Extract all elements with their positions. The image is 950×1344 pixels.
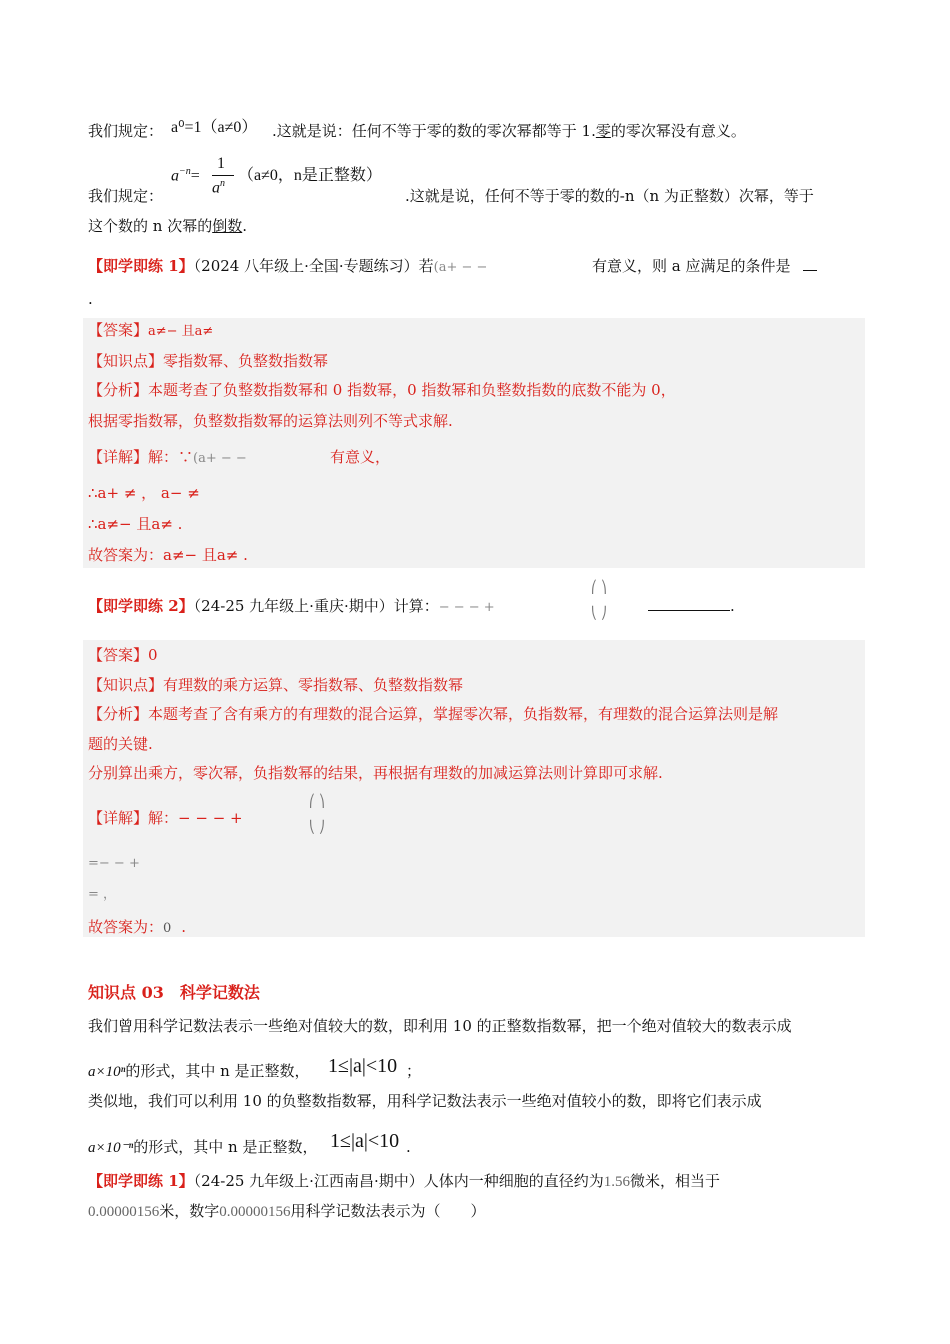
ex1-detail1: 解：∵ — [148, 448, 194, 466]
rule2-line2-text: 这个数的 n 次幂的 — [88, 217, 213, 235]
ex2-paren-bottom: ⎝ ⎠ — [591, 606, 607, 620]
rule2-base: a — [171, 167, 179, 185]
ex1-kp-label: 【知识点】 — [88, 352, 164, 370]
ex2-paren-top: ⎛ ⎞ — [591, 580, 607, 594]
ex1-kp: 零指数幂、负整数指数幂 — [163, 352, 329, 370]
ex2-analysis-line3: 分别算出乘方，零次幂，负指数幂的结果，再根据有理数的加减运算法则计算即可求解. — [88, 764, 663, 782]
ex1-analysis-line1 — [88, 381, 676, 399]
rule2-condition: （a≠0，n是正整数） — [238, 167, 382, 184]
rule2-prefix: 我们规定： — [88, 187, 164, 205]
ex2-detail-paren-bottom: ⎝ ⎠ — [309, 820, 325, 834]
ex1-question — [88, 257, 487, 276]
ex2-final-prefix: 故答案为： — [88, 918, 164, 936]
ex2-final-dot: . — [181, 918, 187, 936]
ex2-final-value: 0 — [163, 921, 172, 936]
ex1-tag: 【即学即练 1】 — [88, 257, 194, 275]
ex1-detail-line3: ∴a≠− 且a≠ . — [88, 515, 183, 533]
ex1-analysis-label: 【分析】 — [88, 381, 149, 399]
kp3-form2: a×10⁻ⁿ — [88, 1140, 134, 1156]
rule1-prefix: 我们规定： — [88, 122, 164, 140]
ex1-detail1-tail: 有意义， — [330, 448, 391, 466]
ex3-question-line1 — [88, 1172, 720, 1191]
ex1-analysis-line2: 根据零指数幂，负整数指数幂的运算法则列不等式求解. — [88, 412, 453, 430]
ex2-question — [88, 597, 495, 616]
ex2-detail-line2: =− − + — [88, 856, 140, 871]
rule1-underline-word: 零 — [595, 122, 611, 140]
rule2-den-base: a — [212, 179, 220, 197]
ex1-final-line: 故答案为：a≠− 且a≠ . — [88, 546, 248, 564]
kp3-condition1: 1≤|a|<10 — [328, 1055, 398, 1077]
ex1-source: （2024 八年级上·全国·专题练习）若 — [193, 257, 434, 275]
rule2-line2-underline: 倒数 — [212, 217, 243, 235]
ex1-expression: (a+ − − — [433, 260, 488, 275]
ex3-value1: 1.56 — [603, 1174, 630, 1190]
ex2-detail-paren-top: ⎛ ⎞ — [309, 794, 325, 808]
rule2-lhs — [171, 166, 200, 186]
ex2-kp-label: 【知识点】 — [88, 676, 164, 694]
ex3-value2: 0.00000156 — [88, 1204, 160, 1220]
ex1-detail-label: 【详解】 — [88, 448, 149, 466]
ex1-detail-line1 — [88, 448, 247, 467]
ex1-detail1-expr: (a+ − − — [193, 451, 247, 466]
ex2-final-line — [88, 918, 186, 937]
kp3-paragraph1: 我们曾用科学记数法表示一些绝对值较大的数，即利用 10 的正整数指数幂，把一个绝对值较大的数表示成 — [88, 1017, 792, 1035]
rule2-den-exp: n — [220, 178, 225, 189]
ex1-tail-line — [592, 257, 817, 275]
ex1-kp-line — [88, 352, 328, 370]
ex2-answer-label: 【答案】 — [88, 646, 149, 664]
fraction-bar — [212, 175, 234, 176]
ex2-answer-blank[interactable] — [648, 610, 730, 611]
ex3-text2: 米，数字 — [159, 1202, 220, 1220]
rule2-line2 — [88, 217, 247, 235]
kp3-condition2-end: . — [406, 1138, 411, 1156]
kp3-paragraph2-line2 — [88, 1138, 317, 1157]
ex2-analysis-label: 【分析】 — [88, 705, 149, 723]
ex1-detail-line2: ∴a+ ≠ ， a− ≠ — [88, 484, 200, 502]
kp3-form1: a×10ⁿ — [88, 1064, 126, 1080]
ex2-expression: − − − + — [438, 600, 495, 615]
ex2-detail1: 解：− − − + — [148, 809, 243, 827]
rule2-denominator — [212, 178, 225, 198]
ex2-tag: 【即学即练 2】 — [88, 597, 194, 615]
rule2-line2-tail: . — [242, 217, 247, 235]
rule1-tail: 的零次幂没有意义。 — [610, 122, 746, 140]
ex1-answer-blank[interactable] — [803, 270, 817, 271]
rule2-eq: = — [190, 167, 200, 185]
rule1-text-line — [272, 122, 746, 140]
ex1-analysis-text1: 本题考查了负整数指数幂和 0 指数幂，0 指数幂和负整数指数的底数不能为 0， — [148, 381, 676, 399]
ex2-blank-line — [648, 597, 735, 615]
rule2-numerator: 1 — [217, 155, 225, 172]
ex3-question-line2 — [88, 1202, 486, 1221]
ex1-answer-line — [88, 321, 213, 340]
ex3-text1: 微米，相当于 — [629, 1172, 720, 1190]
ex1-tail: 有意义，则 a 应满足的条件是 — [592, 257, 791, 275]
ex2-analysis-line2: 题的关键. — [88, 735, 153, 753]
ex2-kp: 有理数的乘方运算、零指数幂、负整数指数幂 — [163, 676, 464, 694]
rule1-text: .这就是说：任何不等于零的数的零次幂都等于 1. — [272, 122, 596, 140]
ex2-answer-line — [88, 646, 158, 664]
ex3-text3: 用科学记数法表示为（ ） — [290, 1202, 486, 1220]
kp3-paragraph1-line2 — [88, 1062, 310, 1081]
ex2-detail-line1 — [88, 809, 243, 827]
ex2-detail-label: 【详解】 — [88, 809, 149, 827]
ex2-dot: . — [730, 597, 735, 615]
ex1-answer-label: 【答案】 — [88, 321, 149, 339]
kp3-heading: 知识点 03 科学记数法 — [88, 983, 260, 1002]
kp3-condition2: 1≤|a|<10 — [330, 1130, 400, 1152]
ex1-dot: . — [88, 290, 93, 308]
ex2-detail-line3: = ， — [88, 887, 117, 902]
ex1-answer: a≠− 且a≠ — [148, 324, 214, 339]
ex2-source: （24-25 九年级上·重庆·期中）计算： — [193, 597, 439, 615]
rule1-line — [88, 122, 163, 140]
kp3-condition1-end: ； — [406, 1062, 422, 1080]
kp3-paragraph2: 类似地，我们可以利用 10 的负整数指数幂，用科学记数法表示一些绝对值较小的数，即将它们表示成 — [88, 1092, 762, 1110]
ex2-kp-line — [88, 676, 463, 694]
rule2-exp: −n — [179, 166, 191, 177]
ex3-value3: 0.00000156 — [219, 1204, 291, 1220]
ex2-answer: 0 — [148, 646, 158, 664]
ex2-analysis-text1: 本题考查了含有乘方的有理数的混合运算，掌握零次幂，负指数幂，有理数的混合运算法则是解 — [148, 705, 779, 723]
ex3-tag: 【即学即练 1】 — [88, 1172, 194, 1190]
rule2-text: .这就是说，任何不等于零的数的-n（n 为正整数）次幂，等于 — [405, 187, 814, 205]
kp3-form2-text: 的形式，其中 n 是正整数， — [133, 1138, 318, 1156]
ex2-analysis-line1 — [88, 705, 778, 723]
ex3-source: （24-25 九年级上·江西南昌·期中）人体内一种细胞的直径约为 — [193, 1172, 604, 1190]
kp3-form1-text: 的形式，其中 n 是正整数， — [125, 1062, 310, 1080]
rule1-formula: a⁰=1（a≠0） — [171, 119, 258, 136]
